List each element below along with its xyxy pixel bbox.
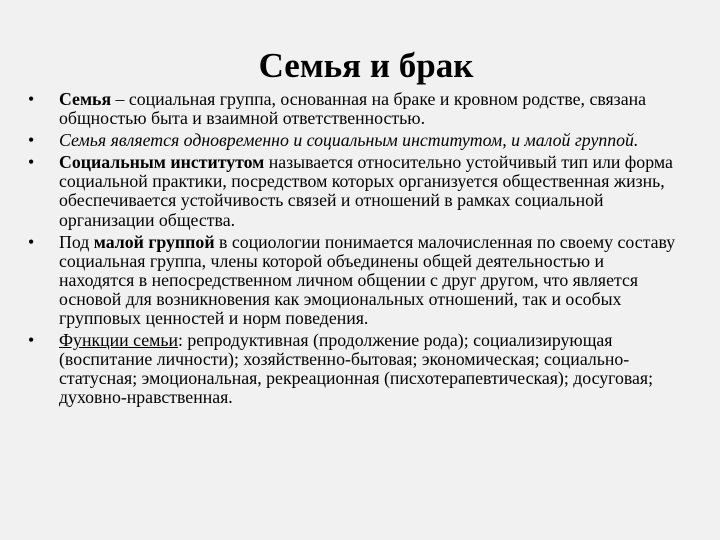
list-item	[22, 90, 682, 128]
bullet-icon: •	[28, 231, 35, 252]
bullet-list	[22, 90, 682, 408]
bullet-icon: •	[28, 130, 35, 151]
slide-title: Семья и брак	[258, 46, 474, 85]
definition-text: в социологии понимается малочисленная по своему составу социальная группа, члены которой объединены общей деятельностью и находятся в непосредственном личном общении с друг другом, что является основой для возникновения как эмоциональных отношений, так и особых групповых ценностей и норм поведения.	[59, 231, 676, 329]
definition-prefix: Под	[59, 231, 94, 252]
list-item	[22, 331, 682, 407]
list-item	[22, 233, 682, 328]
term-small-group: малой группой	[93, 231, 215, 252]
list-item	[22, 153, 682, 229]
definition-text: – социальная группа, основанная на браке и кровном родстве, связана общностью быта и взаимной ответственностью.	[59, 89, 647, 129]
definition-text: называется относительно устойчивый тип или форма социальной практики, посредством которых организуется общественная жизнь, обеспечивается устойчивость связей и отношений в рамках социальной организации общества.	[59, 152, 673, 230]
term-family-functions: Функции семьи	[59, 330, 178, 351]
italic-statement: Семья является одновременно и социальным институтом, и малой группой.	[59, 130, 639, 151]
term-family: Семья	[59, 89, 112, 109]
term-social-institution: Социальным институтом	[59, 152, 265, 173]
bullet-icon: •	[28, 152, 35, 173]
bullet-icon: •	[28, 89, 35, 109]
bullet-icon: •	[28, 330, 35, 351]
list-item	[22, 131, 682, 150]
definition-text: : репродуктивная (продолжение рода); социализирующая (воспитание личности); хозяйственно-бытовая; экономическая; социально-статусная; эмоциональная, рекреационная (писхотерапевтическая); досуговая; духовно-нравственная.	[59, 330, 654, 408]
